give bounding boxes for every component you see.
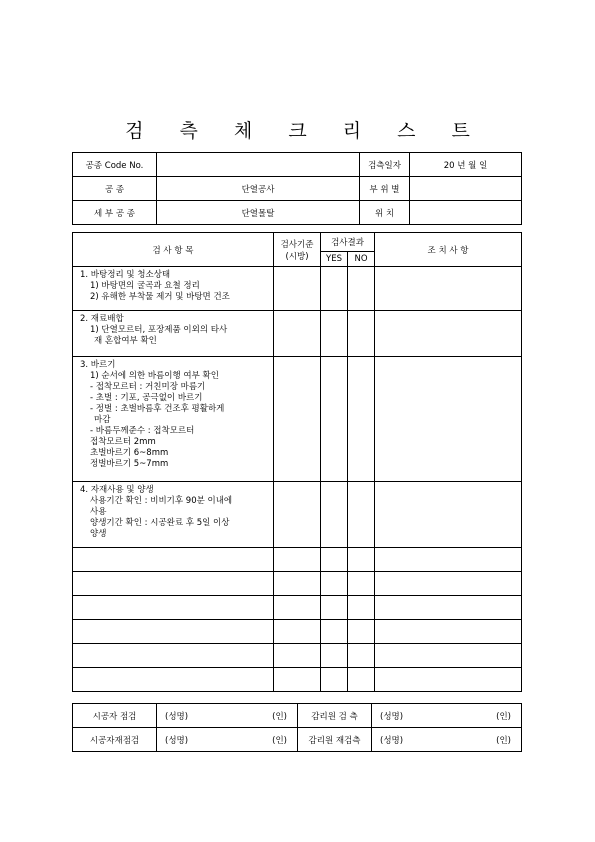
- table-row: [73, 572, 522, 596]
- table-row: [73, 482, 522, 548]
- yes-cell[interactable]: [321, 482, 348, 548]
- yes-cell[interactable]: [321, 267, 348, 311]
- position-value[interactable]: [410, 201, 522, 225]
- standard-cell[interactable]: [274, 596, 321, 620]
- item-line: - 정벌 : 초벌바름후 건조후 평활하게: [90, 404, 225, 414]
- item-line: 양생기간 확인 : 시공완료 후 5일 이상: [90, 518, 230, 528]
- location-value[interactable]: [410, 177, 522, 201]
- standard-cell[interactable]: [274, 620, 321, 644]
- action-cell[interactable]: [375, 668, 522, 692]
- table-row: [73, 548, 522, 572]
- check-item-4: [73, 482, 274, 548]
- header-row-detail: [73, 201, 522, 225]
- item-cell[interactable]: [73, 596, 274, 620]
- check-item-1: [73, 267, 274, 311]
- yes-cell[interactable]: [321, 644, 348, 668]
- supervisor-reinspect-label: 감리원 재검측: [298, 728, 372, 752]
- item-line: 초벌바르기 6~8mm: [90, 448, 169, 458]
- col-action-header: 조 치 사 항: [375, 233, 522, 267]
- no-cell[interactable]: [348, 644, 375, 668]
- col-standard-sub: (시방): [285, 251, 309, 262]
- action-cell[interactable]: [375, 644, 522, 668]
- yes-cell[interactable]: [321, 357, 348, 482]
- standard-cell[interactable]: [274, 482, 321, 548]
- table-row: [73, 267, 522, 311]
- col-standard-label: 검사기준: [280, 239, 314, 250]
- item-line: 1) 순서에 의한 바름이행 여부 확인: [90, 371, 219, 381]
- action-cell[interactable]: [375, 482, 522, 548]
- date-label: 검측일자: [360, 153, 410, 177]
- standard-cell[interactable]: [274, 267, 321, 311]
- table-row: [73, 620, 522, 644]
- table-row: [73, 311, 522, 357]
- check-item-2: [73, 311, 274, 357]
- position-label: 위 치: [360, 201, 410, 225]
- detail-label: 세 부 공 종: [73, 201, 157, 225]
- item-line: - 접착모르터 : 거친미장 마름기: [90, 382, 206, 392]
- standard-cell[interactable]: [274, 668, 321, 692]
- header-table: [72, 152, 522, 225]
- table-row: [73, 668, 522, 692]
- seal-placeholder: (인): [272, 736, 287, 746]
- item-cell[interactable]: [73, 548, 274, 572]
- item-line: 정벌바르기 5~7mm: [90, 459, 169, 469]
- supervisor-inspect-label: 감리원 검 측: [298, 704, 372, 728]
- supervisor-inspect-signature[interactable]: [372, 704, 522, 728]
- item-line: 1) 단열모르터, 포장제품 이외의 타사: [90, 325, 228, 335]
- col-item-header: 검 사 항 목: [73, 233, 274, 267]
- col-yes-header: YES: [321, 252, 348, 267]
- item-line: - 바름두께준수 : 접착모르터: [90, 426, 195, 436]
- yes-cell[interactable]: [321, 548, 348, 572]
- standard-cell[interactable]: [274, 548, 321, 572]
- work-label: 공 종: [73, 177, 157, 201]
- name-placeholder: (성명): [165, 735, 189, 746]
- action-cell[interactable]: [375, 620, 522, 644]
- no-cell[interactable]: [348, 267, 375, 311]
- location-label: 부 위 별: [360, 177, 410, 201]
- yes-cell[interactable]: [321, 311, 348, 357]
- standard-cell[interactable]: [274, 572, 321, 596]
- col-result-header: 검사결과: [321, 233, 375, 252]
- signature-table: [72, 703, 522, 752]
- item-cell[interactable]: [73, 668, 274, 692]
- col-standard-header: [274, 233, 321, 267]
- code-value[interactable]: [157, 153, 360, 177]
- item-line: 1. 바탕정리 및 청소상태: [80, 270, 171, 280]
- date-value[interactable]: 20 년 월 일: [410, 153, 522, 177]
- seal-placeholder: (인): [272, 712, 287, 722]
- item-line: 사용: [90, 507, 107, 517]
- standard-cell[interactable]: [274, 357, 321, 482]
- contractor-recheck-signature[interactable]: [157, 728, 298, 752]
- page-title: 검 측 체 크 리 스 트: [125, 120, 485, 142]
- contractor-check-label: 시공자 점검: [73, 704, 157, 728]
- no-cell[interactable]: [348, 668, 375, 692]
- standard-cell[interactable]: [274, 311, 321, 357]
- item-line: 2. 재료배합: [80, 314, 124, 324]
- item-line: 양생: [90, 529, 107, 539]
- signature-row-1: [73, 704, 522, 728]
- name-placeholder: (성명): [165, 711, 189, 722]
- supervisor-reinspect-signature[interactable]: [372, 728, 522, 752]
- no-cell[interactable]: [348, 620, 375, 644]
- table-row: [73, 644, 522, 668]
- item-line: 접착모르터 2mm: [90, 437, 156, 447]
- header-row-code: [73, 153, 522, 177]
- action-cell[interactable]: [375, 311, 522, 357]
- action-cell[interactable]: [375, 357, 522, 482]
- no-cell[interactable]: [348, 357, 375, 482]
- no-cell[interactable]: [348, 572, 375, 596]
- header-row-work: [73, 177, 522, 201]
- no-cell[interactable]: [348, 596, 375, 620]
- item-line: 2) 유해한 부착물 제거 및 바탕면 건조: [90, 292, 230, 302]
- action-cell[interactable]: [375, 572, 522, 596]
- contractor-recheck-label: 시공자재점검: [73, 728, 157, 752]
- no-cell[interactable]: [348, 311, 375, 357]
- action-cell[interactable]: [375, 267, 522, 311]
- work-value[interactable]: 단열공사: [157, 177, 360, 201]
- detail-value[interactable]: 단열몰탈: [157, 201, 360, 225]
- action-cell[interactable]: [375, 548, 522, 572]
- yes-cell[interactable]: [321, 620, 348, 644]
- yes-cell[interactable]: [321, 668, 348, 692]
- code-label: 공종 Code No.: [73, 153, 157, 177]
- table-row: [73, 357, 522, 482]
- col-no-header: NO: [348, 252, 375, 267]
- checklist-table: [72, 232, 522, 692]
- contractor-check-signature[interactable]: [157, 704, 298, 728]
- no-cell[interactable]: [348, 548, 375, 572]
- item-cell[interactable]: [73, 644, 274, 668]
- name-placeholder: (성명): [380, 711, 404, 722]
- signature-row-2: [73, 728, 522, 752]
- seal-placeholder: (인): [496, 712, 511, 722]
- item-line: 재 혼합여부 확인: [94, 336, 157, 346]
- table-row: [73, 596, 522, 620]
- seal-placeholder: (인): [496, 736, 511, 746]
- yes-cell[interactable]: [321, 572, 348, 596]
- name-placeholder: (성명): [380, 735, 404, 746]
- item-line: 3. 바르기: [80, 360, 116, 370]
- item-cell[interactable]: [73, 620, 274, 644]
- no-cell[interactable]: [348, 482, 375, 548]
- item-line: 마감: [94, 415, 111, 425]
- item-line: 사용기간 확인 : 비비기후 90분 이내에: [90, 496, 233, 506]
- item-line: 1) 바탕면의 굴곡과 요철 정리: [90, 281, 200, 291]
- yes-cell[interactable]: [321, 596, 348, 620]
- item-line: - 초벌 : 기포, 공극없이 바르기: [90, 393, 203, 403]
- check-item-3: [73, 357, 274, 482]
- standard-cell[interactable]: [274, 644, 321, 668]
- item-cell[interactable]: [73, 572, 274, 596]
- item-line: 4. 자재사용 및 양생: [80, 485, 154, 495]
- action-cell[interactable]: [375, 596, 522, 620]
